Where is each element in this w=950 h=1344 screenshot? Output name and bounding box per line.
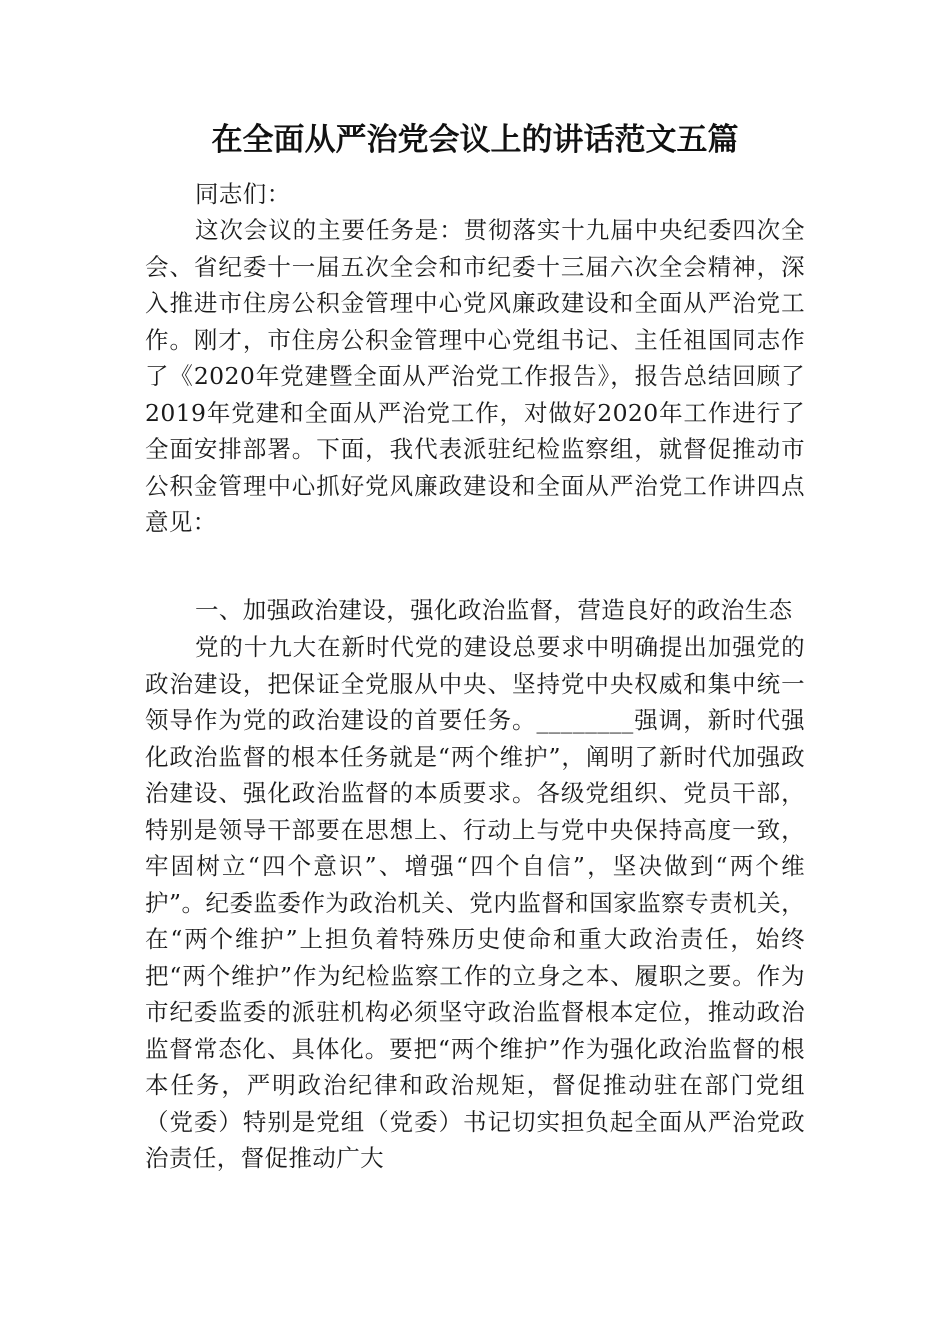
document-title: 在全面从严治党会议上的讲话范文五篇 xyxy=(211,122,739,158)
intro-paragraph: 这次会议的主要任务是：贯彻落实十九届中央纪委四次全会、省纪委十一届五次全会和市纪委十三届六次全会精神，深入推进市住房公积金管理中心党风廉政建设和全面从严治党工作。刚才，市住房公积金管理中心党组书记、主任祖国同志作了《2020年党建暨全面从严治党工作报告》，报告总结回顾了2019年党建和全面从严治党工作，对做好2020年工作进行了全面安排部署。下面，我代表派驻纪检监察组，就督促推动市公积金管理中心抓好党风廉政建设和全面从严治党工作讲四点意见： xyxy=(145,216,805,536)
section-heading: 一、加强政治建设，强化政治监督，营造良好的政治生态 xyxy=(195,596,793,624)
body-paragraph: 党的十九大在新时代党的建设总要求中明确提出加强党的政治建设，把保证全党服从中央、坚持党中央权威和集中统一领导作为党的政治建设的首要任务。________强调，新时代强化政治监督的根本任务就是“两个维护”，阐明了新时代加强政治建设、强化政治监督的本质要求。各级党组织、党员干部，特别是领导干部要在思想上、行动上与党中央保持高度一致，牢固树立“四个意识”、增强“四个自信”，坚决做到“两个维护”。纪委监委作为政治机关、党内监督和国家监察专责机关，在“两个维护”上担负着特殊历史使命和重大政治责任，始终把“两个维护”作为纪检监察工作的立身之本、履职之要。作为市纪委监委的派驻机构必须坚守政治监督根本定位，推动政治监督常态化、具体化。要把“两个维护”作为强化政治监督的根本任务，严明政治纪律和政治规矩，督促推动驻在部门党组（党委）特别是党组（党委）书记切实担负起全面从严治党政治责任，督促推动广大 xyxy=(145,633,805,1172)
greeting-line: 同志们： xyxy=(195,180,291,208)
